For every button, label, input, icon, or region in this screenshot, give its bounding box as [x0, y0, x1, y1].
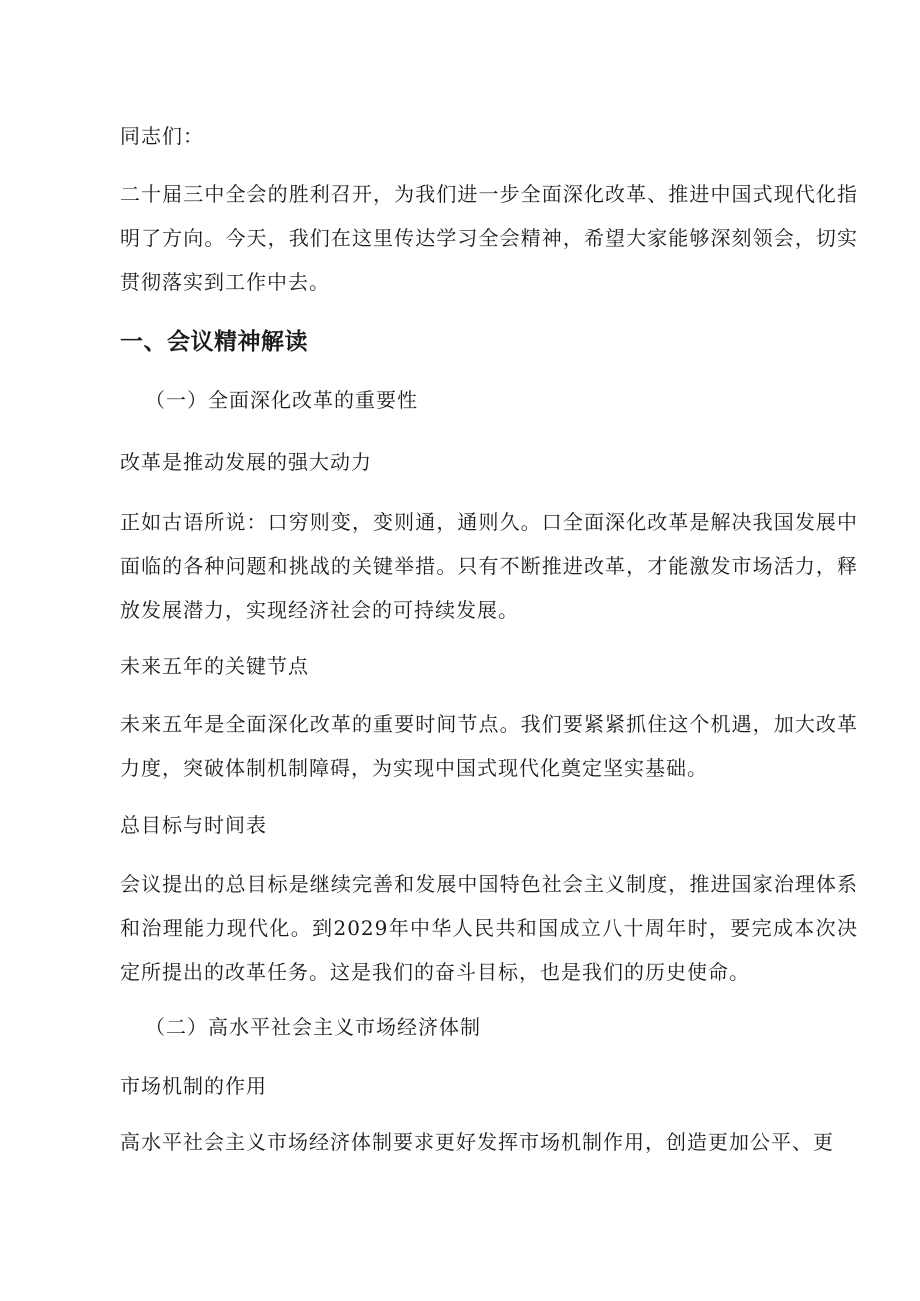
greeting: 同志们： [120, 124, 204, 148]
topic-heading-five-years: 未来五年的关键节点 [120, 654, 309, 678]
topic-paragraph-five-years: 未来五年是全面深化改革的重要时间节点。我们要紧紧抓住这个机遇，加大改革力度，突破体制机制障碍，为实现中国式现代化奠定坚实基础。 [120, 712, 858, 780]
topic-heading-reform-driving-force: 改革是推动发展的强大动力 [120, 450, 372, 474]
subsection-heading-2: （二）高水平社会主义市场经济体制 [145, 1015, 481, 1039]
section-heading-1: 一、会议精神解读 [120, 329, 308, 355]
subsection-heading-1: （一）全面深化改革的重要性 [145, 388, 418, 412]
topic-paragraph-market-mechanism: 高水平社会主义市场经济体制要求更好发挥市场机制作用，创造更加公平、更 [120, 1130, 834, 1154]
topic-heading-goals-timetable: 总目标与时间表 [120, 813, 267, 837]
topic-paragraph-goals-timetable: 会议提出的总目标是继续完善和发展中国特色社会主义制度，推进国家治理体系和治理能力现代化。到2029年中华人民共和国成立八十周年时，要完成本次决定所提出的改革任务。这是我们的奋斗目标，也是我们的历史使命。 [120, 872, 858, 984]
topic-heading-market-mechanism: 市场机制的作用 [120, 1074, 267, 1098]
intro-paragraph: 二十届三中全会的胜利召开，为我们进一步全面深化改革、推进中国式现代化指明了方向。今天，我们在这里传达学习全会精神，希望大家能够深刻领会，切实贯彻落实到工作中去。 [120, 182, 858, 294]
topic-paragraph-reform-driving-force: 正如古语所说：口穷则变，变则通，通则久。口全面深化改革是解决我国发展中面临的各种问题和挑战的关键举措。只有不断推进改革，才能激发市场活力，释放发展潜力，实现经济社会的可持续发展。 [120, 510, 858, 622]
